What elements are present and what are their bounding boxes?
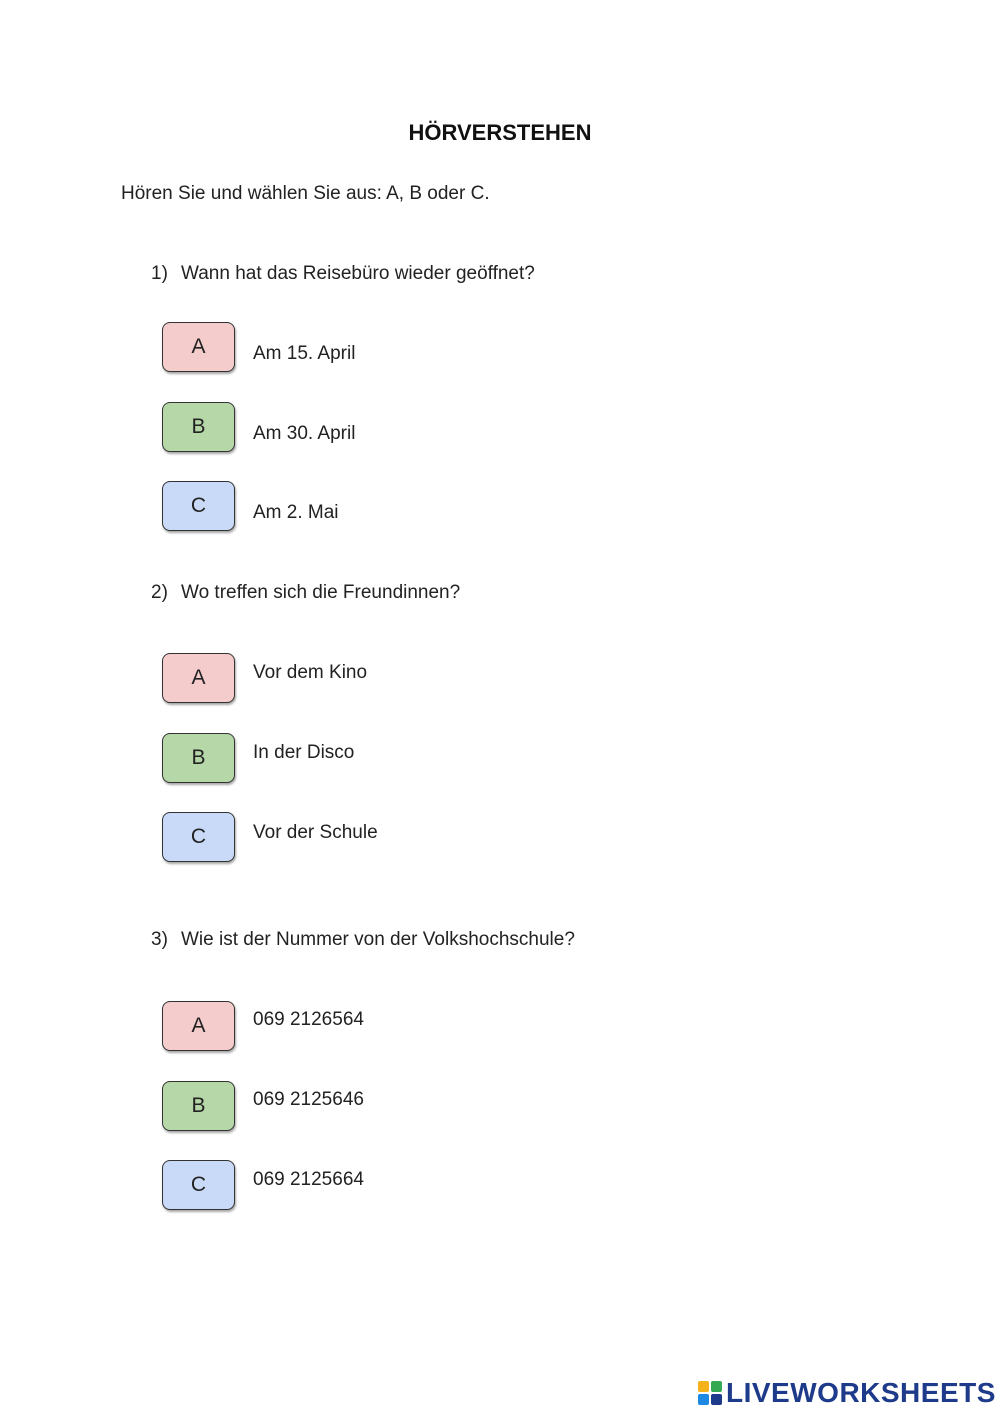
option-1-c-text: Am 2. Mai [253,502,339,523]
option-3-a-text: 069 2126564 [253,1009,364,1030]
liveworksheets-logo[interactable] [698,1377,996,1409]
option-2-a-text: Vor dem Kino [253,662,368,683]
option-2-c-button[interactable]: C [162,812,235,862]
option-3-b-text: 069 2125646 [253,1089,364,1110]
option-3-c-button[interactable]: C [162,1160,235,1210]
option-2-c-text: Vor der Schule [253,822,378,843]
option-1-c-button[interactable]: C [162,481,235,531]
question-2 [151,582,460,604]
option-3-c-text: 069 2125664 [253,1169,364,1190]
page-title: HÖRVERSTEHEN [408,120,592,145]
question-number: 3) [151,929,168,950]
question-number: 2) [151,582,168,603]
logo-text: LIVEWORKSHEETS [726,1377,996,1408]
option-2-b-text: In der Disco [253,742,355,763]
question-1 [151,263,535,285]
option-2-a-button[interactable]: A [162,653,235,703]
question-text: Wann hat das Reisebüro wieder geöffnet? [181,263,535,284]
option-1-b-text: Am 30. April [253,423,356,444]
question-number: 1) [151,263,168,284]
option-1-a-button[interactable]: A [162,322,235,372]
question-3 [151,929,575,951]
liveworksheets-logo-icon [698,1381,722,1405]
question-text: Wo treffen sich die Freundinnen? [181,582,461,603]
option-1-a-text: Am 15. April [253,343,356,364]
option-1-b-button[interactable]: B [162,402,235,452]
option-3-b-button[interactable]: B [162,1081,235,1131]
question-text: Wie ist der Nummer von der Volkshochschule? [181,929,575,950]
option-2-b-button[interactable]: B [162,733,235,783]
instruction-text: Hören Sie und wählen Sie aus: A, B oder C. [121,183,490,204]
option-3-a-button[interactable]: A [162,1001,235,1051]
